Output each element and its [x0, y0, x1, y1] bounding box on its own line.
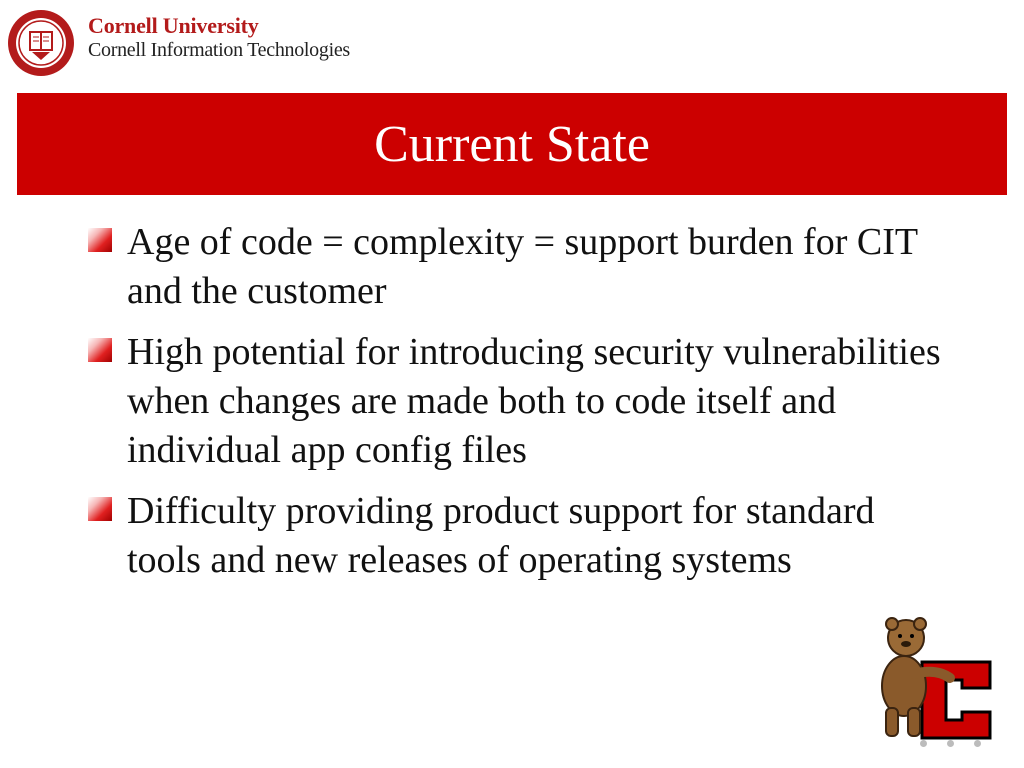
dots-icon	[920, 740, 981, 747]
title-bar	[17, 93, 1007, 195]
bear-mascot-icon	[864, 616, 994, 740]
square-bullet-icon	[88, 497, 112, 521]
department-name: Cornell Information Technologies	[88, 39, 350, 61]
bullet-text: Age of code = complexity = support burden for CIT and the customer	[127, 221, 918, 312]
square-bullet-icon	[88, 338, 112, 362]
slide-title: Current State	[374, 115, 650, 173]
university-name: Cornell University	[88, 13, 259, 38]
bullet-text: High potential for introducing security vulnerabilities when changes are made both to code itself and individual app config files	[127, 331, 941, 471]
cornell-seal-icon	[6, 8, 76, 78]
bullet-item	[86, 218, 946, 316]
square-bullet-icon	[88, 228, 112, 252]
bullet-text: Difficulty providing product support for standard tools and new releases of operating systems	[127, 490, 875, 581]
bullet-list	[86, 218, 946, 597]
dot	[974, 740, 981, 747]
bullet-item	[86, 328, 946, 475]
dot	[920, 740, 927, 747]
bullet-item	[86, 487, 946, 585]
dot	[947, 740, 954, 747]
header-text	[88, 14, 350, 62]
header	[0, 0, 1024, 90]
